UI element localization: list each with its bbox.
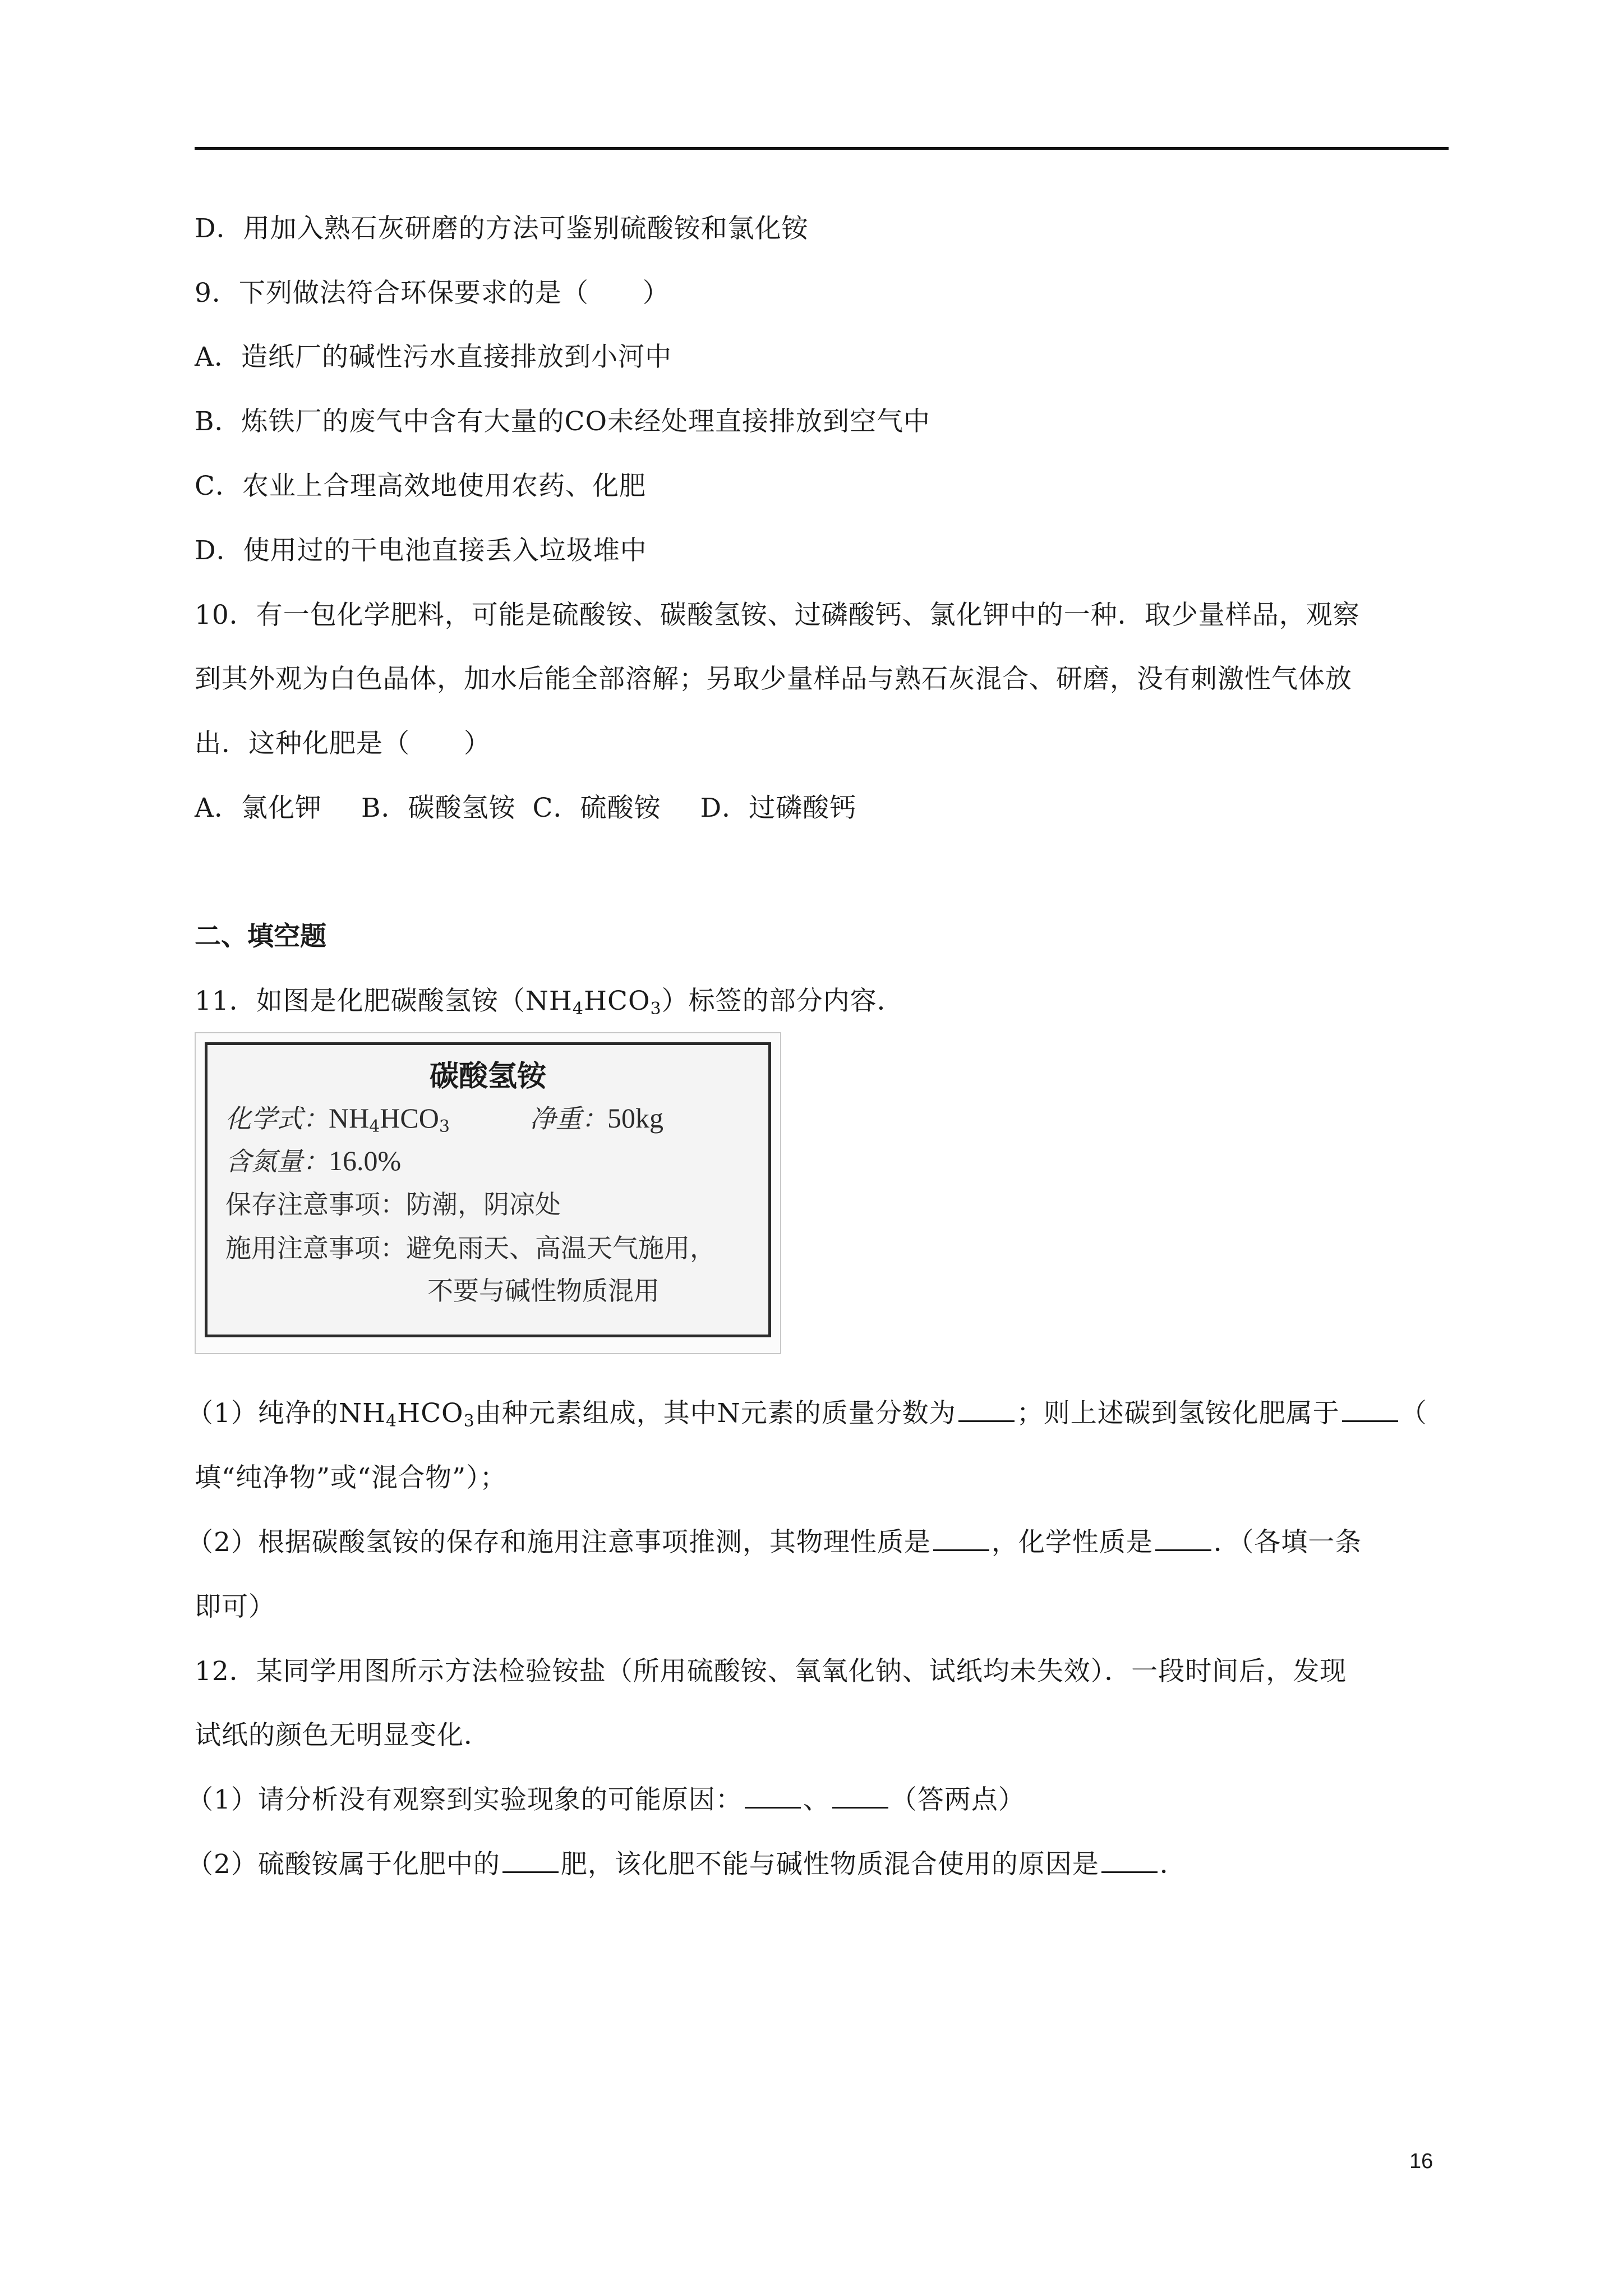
answer-blank[interactable] — [1101, 1849, 1158, 1873]
q10-option-d: D．过磷酸钙 — [700, 793, 857, 823]
label-usage-notes-line2: 不要与碱性物质混用 — [427, 1276, 660, 1306]
header-rule — [195, 147, 1449, 150]
answer-blank[interactable] — [933, 1527, 989, 1551]
q11-part1-line2: 填“纯净物”或“混合物”）； — [195, 1462, 507, 1493]
section-heading-fill-blank: 二、填空题 — [195, 921, 326, 952]
fertilizer-label-figure — [195, 1032, 781, 1354]
answer-blank[interactable] — [832, 1784, 888, 1809]
label-formula: 化学式：$NH_4HCO_3$ — [225, 1102, 450, 1137]
q9-stem: 9．下列做法符合环保要求的是（ ） — [195, 278, 670, 309]
label-usage-notes-line1: 施用注意事项：避免雨天、高温天气施用， — [225, 1233, 716, 1263]
q10-option-c: C．硫酸铵 — [532, 793, 661, 823]
fertilizer-label — [205, 1042, 771, 1337]
q10-option-b: B．碳酸氢铵 — [361, 793, 516, 823]
q9-option-d: D．使用过的干电池直接丢入垃圾堆中 — [195, 535, 647, 566]
q9-option-b: B．炼铁厂的废气中含有大量的CO未经处理直接排放到空气中 — [195, 406, 931, 437]
q8-option-d: D．用加入熟石灰研磨的方法可鉴别硫酸铵和氯化铵 — [195, 213, 809, 244]
q12-part1: （1）请分析没有观察到实验现象的可能原因： 、 （答两点） — [187, 1784, 1025, 1815]
q10-stem-line2: 到其外观为白色晶体，加水后能全部溶解；另取少量样品与熟石灰混合、研磨，没有刺激性气体放 — [195, 664, 1352, 694]
q11-stem: 11．如图是化肥碳酸氢铵$(NH_4HCO_3)$标签的部分内容． — [195, 986, 904, 1019]
q12-part2: （2）硫酸铵属于化肥中的 肥，该化肥不能与碱性物质混合使用的原因是 ． — [187, 1849, 1187, 1880]
label-storage-notes: 保存注意事项：防潮，阴凉处 — [225, 1189, 561, 1220]
q12-stem-line1: 12．某同学用图所示方法检验铵盐（所用硫酸铵、氧氧化钠、试纸均未失效）．一段时间后，发现 — [195, 1656, 1347, 1687]
label-net-weight: 净重：50kg — [530, 1102, 663, 1134]
q9-option-c: C．农业上合理高效地使用农药、化肥 — [195, 471, 646, 501]
answer-blank[interactable] — [1342, 1398, 1398, 1422]
page-number: 16 — [1409, 2150, 1433, 2173]
q10-options — [195, 792, 856, 825]
label-nitrogen-content: 含氮量：16.0% — [225, 1145, 402, 1176]
label-title: 碳酸氢铵 — [429, 1059, 546, 1093]
q10-stem-line3: 出．这种化肥是（ ） — [195, 728, 491, 759]
answer-blank[interactable] — [502, 1849, 559, 1873]
q9-option-a: A．造纸厂的碱性污水直接排放到小河中 — [195, 342, 672, 372]
answer-blank[interactable] — [745, 1784, 801, 1809]
q11-part1-line1: （1）纯净的$NH_4HCO_3$由种元素组成，其中N元素的质量分数为 ；则上述碳到氢铵化肥属于 （ — [187, 1398, 1427, 1431]
q11-part2-line1: （2）根据碳酸氢铵的保存和施用注意事项推测，其物理性质是 ，化学性质是 ．（各填一条 — [187, 1527, 1362, 1558]
answer-blank[interactable] — [1155, 1527, 1211, 1551]
q10-option-a: A．氯化钾 — [195, 793, 322, 823]
q10-stem-line1: 10．有一包化学肥料，可能是硫酸铵、碳酸氢铵、过磷酸钙、氯化钾中的一种．取少量样品，观察 — [195, 600, 1360, 631]
q11-part2-line2: 即可） — [195, 1591, 275, 1622]
answer-blank[interactable] — [958, 1398, 1015, 1422]
q12-stem-line2: 试纸的颜色无明显变化． — [195, 1720, 491, 1751]
